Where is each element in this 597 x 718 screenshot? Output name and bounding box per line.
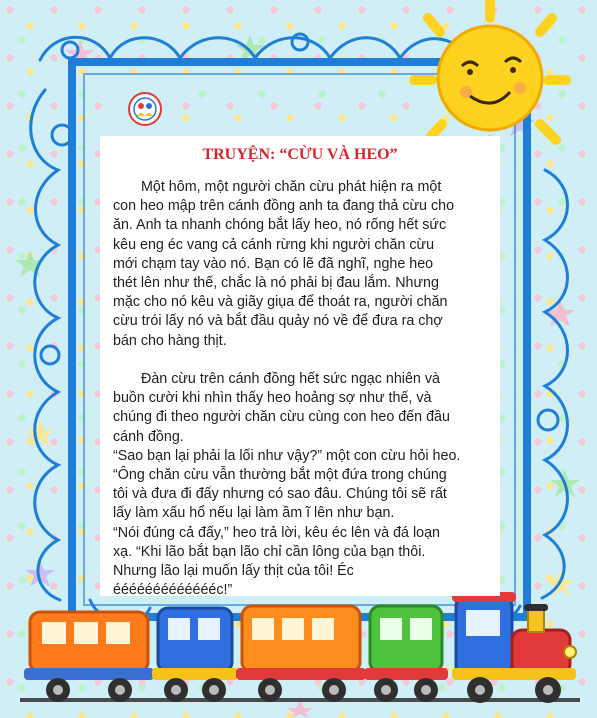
paragraph-2 [113,370,493,447]
story-title: TRUYỆN: “CỪU VÀ HEO” [202,146,398,163]
story-body [113,178,493,600]
smiling-sun-icon [414,0,566,158]
text-line: ăn. Anh ta nhanh chóng bắt lấy heo, nó rống hết sức [113,217,447,234]
text-line: buồn cười khi nhìn thấy heo hoảng sợ như thế, và [113,390,432,407]
dialogue [113,447,493,601]
toy-train-icon [20,592,580,703]
text-line: cừu trói lấy nó và bắt đầu quảy nó về để đưa ra chợ [113,313,443,330]
text-line: con heo mập trên cánh đồng anh ta đang thả cừu cho [113,198,455,215]
text-line: lấy làm xấu hổ nếu lại làm ầm ĩ lên như bạn. [113,505,395,522]
text-line: éééééééééééééc!” [113,582,233,599]
text-line: “Nói đúng cả đấy,” heo trả lời, kêu éc lên và đá loạn [113,524,441,541]
text-line: mặc cho nó kêu và giãy giụa để thoát ra, người chăn [113,294,448,311]
text-line: mới chạm tay vào nó. Bạn có lẽ đã nghĩ, nghe heo [113,255,434,272]
text-line: Nhưng lão lại muốn lấy thịt của tôi! Éc [113,563,354,580]
text-line: chúng đi theo người chăn cừu cùng con heo đến đầu [113,409,450,426]
text-line: “Ông chăn cừu vẫn thường bắt một đứa trong chúng [113,467,447,484]
text-line: “Sao bạn lại phải la lối như vậy?” một con cừu hỏi heo. [113,447,461,464]
text-line: thét lên như thế, chắc là nó phải bị đau lắm. Nhưng [113,275,439,292]
text-line: Đàn cừu trên cánh đồng hết sức ngạc nhiên và [141,371,440,388]
text-line: xạ. “Khi lão bắt bạn lão chỉ cần lông của bạn thôi. [113,543,426,560]
paragraph-gap [113,351,493,370]
text-line: tôi và đưa đi đấy nhưng có sao đâu. Chúng tôi sẽ rất [113,486,447,503]
school-logo-icon [128,92,162,126]
text-line: Một hôm, một người chăn cừu phát hiện ra một [141,179,442,195]
paragraph-1 [113,178,493,351]
text-line: bán cho hàng thịt. [113,332,227,349]
text-line: cánh đồng. [113,428,184,445]
text-line: kêu eng éc vang cả cánh rừng khi người chăn cừu [113,236,435,253]
